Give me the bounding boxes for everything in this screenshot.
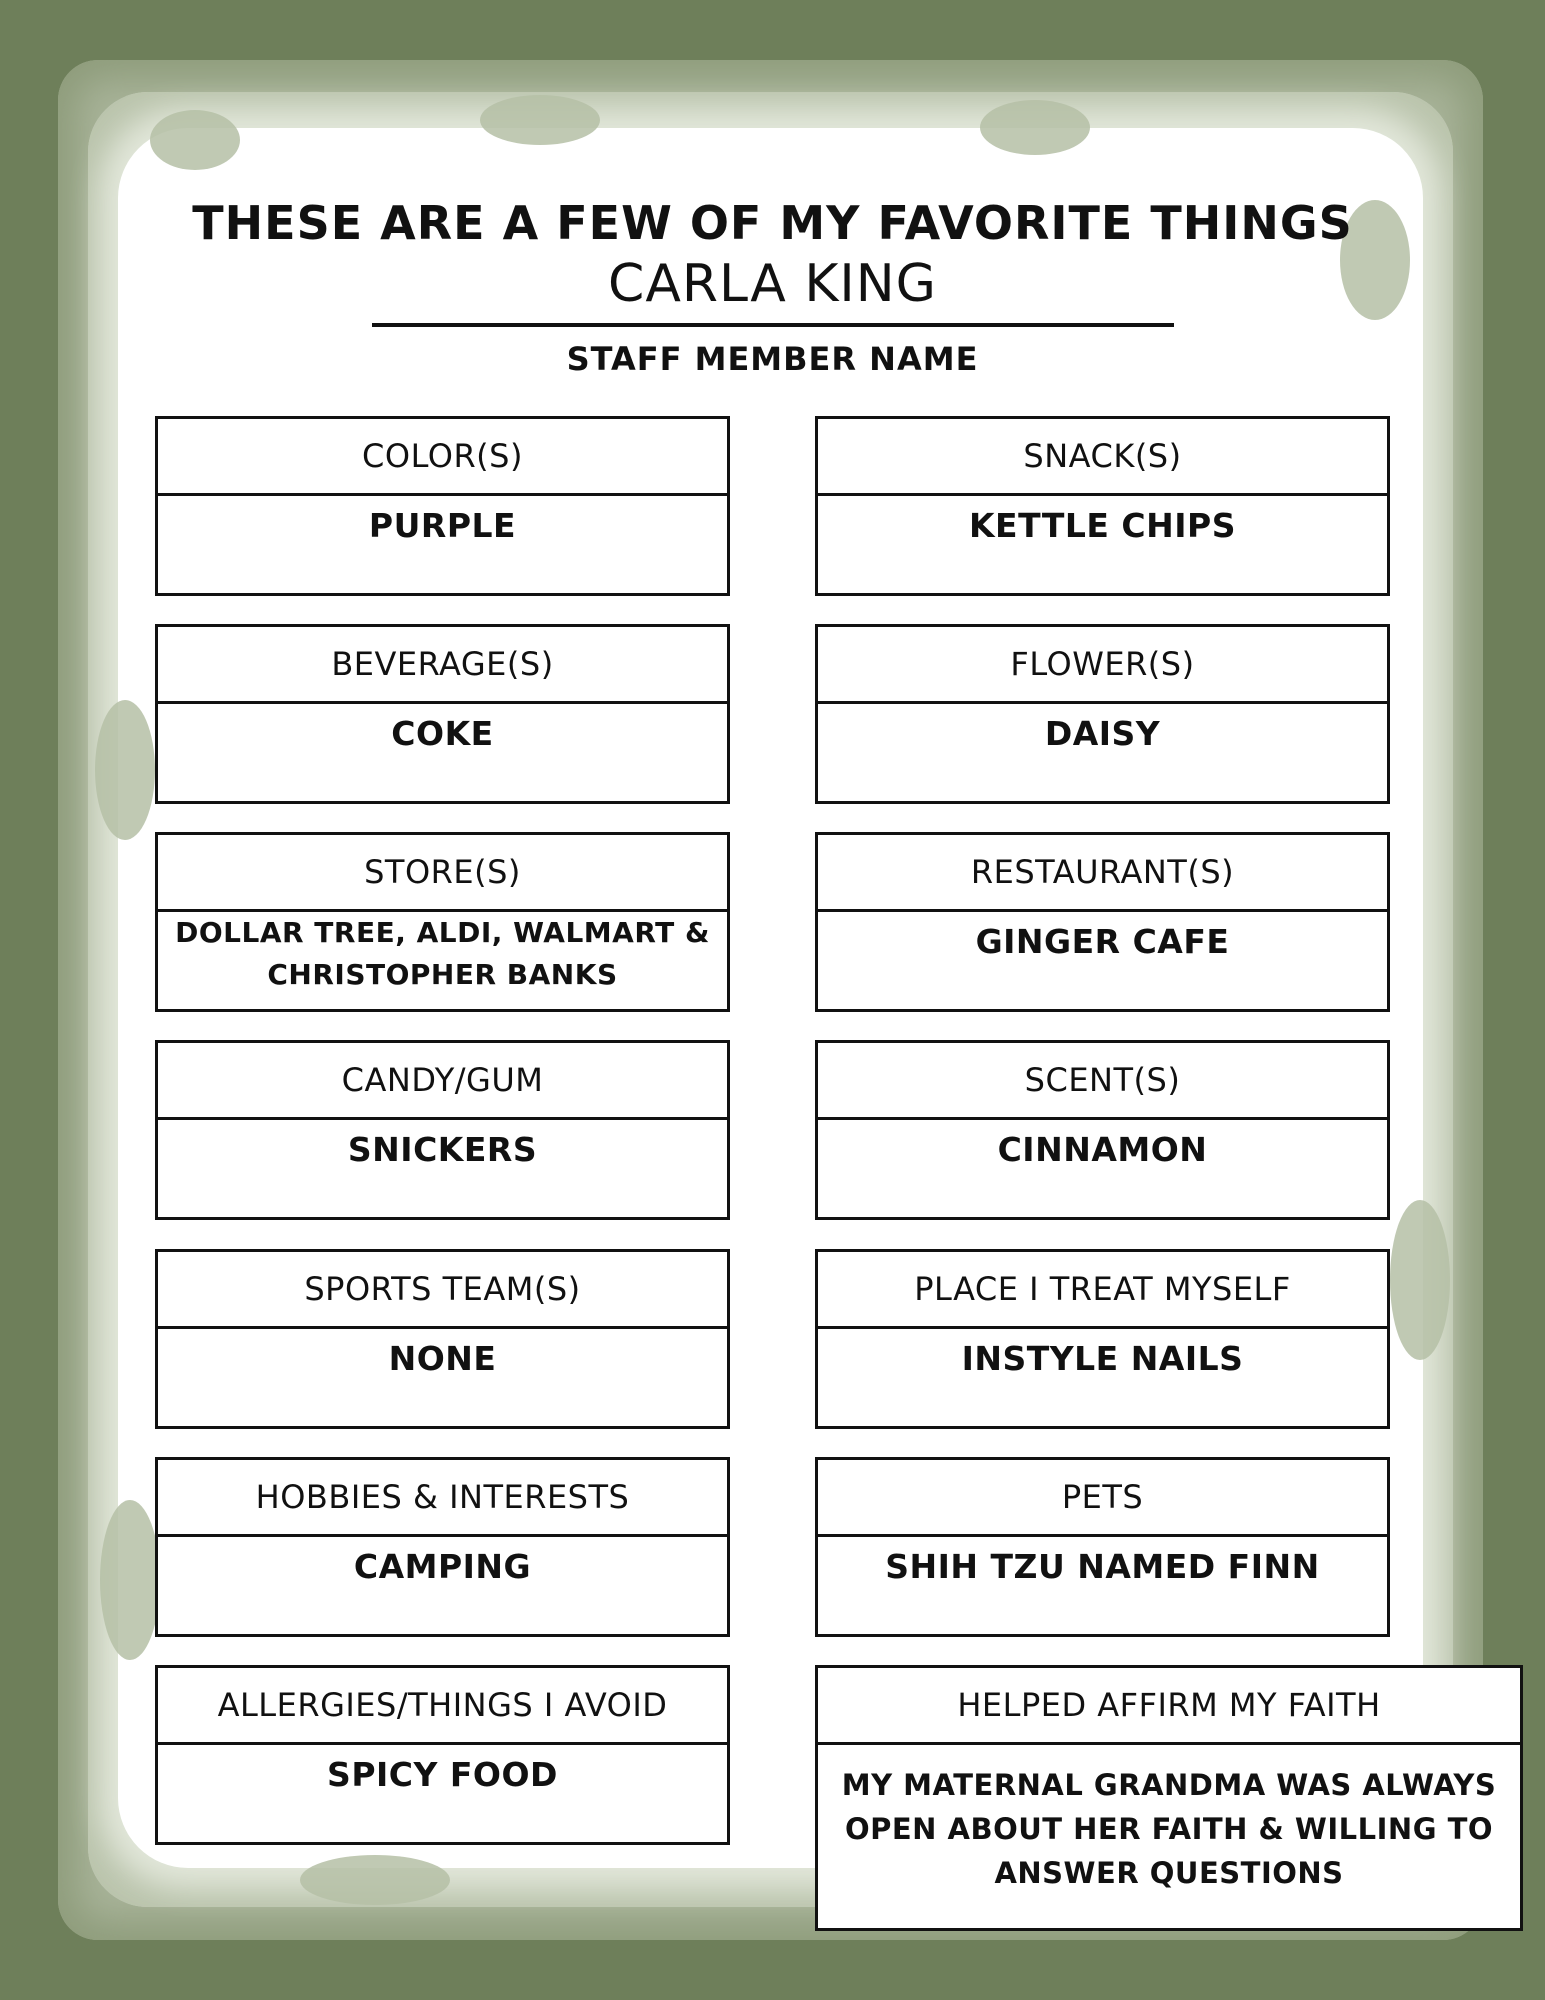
favorite-box-snack bbox=[815, 416, 1390, 596]
box-label: PETS bbox=[818, 1460, 1387, 1537]
favorite-box-pets bbox=[815, 1457, 1390, 1637]
box-value: PURPLE bbox=[368, 506, 517, 545]
favorite-box-scent bbox=[815, 1040, 1390, 1220]
favorite-box-sports-team bbox=[155, 1249, 730, 1429]
box-label: PLACE I TREAT MYSELF bbox=[818, 1252, 1387, 1329]
splatter-decoration bbox=[980, 100, 1090, 155]
staff-name-caption: STAFF MEMBER NAME bbox=[566, 340, 979, 378]
box-value: COKE bbox=[391, 714, 494, 753]
splatter-decoration bbox=[300, 1855, 450, 1905]
favorite-box-restaurant bbox=[815, 832, 1390, 1012]
box-value: SHIH TZU NAMED FINN bbox=[885, 1547, 1320, 1586]
splatter-decoration bbox=[480, 95, 600, 145]
splatter-decoration bbox=[150, 110, 240, 170]
box-label: SCENT(S) bbox=[818, 1043, 1387, 1120]
box-label: ALLERGIES/THINGS I AVOID bbox=[158, 1668, 727, 1745]
favorite-box-treat-place bbox=[815, 1249, 1390, 1429]
favorite-box-store bbox=[155, 832, 730, 1012]
favorite-box-hobbies bbox=[155, 1457, 730, 1637]
box-value: SPICY FOOD bbox=[327, 1755, 558, 1794]
splatter-decoration bbox=[100, 1500, 160, 1660]
box-label: FLOWER(S) bbox=[818, 627, 1387, 704]
box-label: HELPED AFFIRM MY FAITH bbox=[818, 1668, 1520, 1745]
box-label: SNACK(S) bbox=[818, 419, 1387, 496]
page-title: THESE ARE A FEW OF MY FAVORITE THINGS bbox=[192, 196, 1353, 250]
box-value: KETTLE CHIPS bbox=[968, 506, 1237, 545]
box-label: BEVERAGE(S) bbox=[158, 627, 727, 704]
box-label: SPORTS TEAM(S) bbox=[158, 1252, 727, 1329]
favorite-box-color bbox=[155, 416, 730, 596]
box-value: DOLLAR TREE, ALDI, WALMART & CHRISTOPHER BANKS bbox=[175, 916, 710, 991]
name-underline bbox=[372, 323, 1174, 327]
box-label: RESTAURANT(S) bbox=[818, 835, 1387, 912]
box-value: DAISY bbox=[1044, 714, 1161, 753]
box-value: MY MATERNAL GRANDMA WAS ALWAYS OPEN ABOUT HER FAITH & WILLING TO ANSWER QUESTIONS bbox=[841, 1768, 1497, 1890]
splatter-decoration bbox=[95, 700, 155, 840]
favorite-box-allergies bbox=[155, 1665, 730, 1845]
favorite-box-candy bbox=[155, 1040, 730, 1220]
box-label: COLOR(S) bbox=[158, 419, 727, 496]
box-value: CINNAMON bbox=[997, 1130, 1208, 1169]
box-value: GINGER CAFE bbox=[975, 922, 1230, 961]
staff-name: CARLA KING bbox=[608, 254, 937, 314]
box-value: NONE bbox=[388, 1339, 497, 1378]
box-label: HOBBIES & INTERESTS bbox=[158, 1460, 727, 1537]
box-value: SNICKERS bbox=[347, 1130, 538, 1169]
box-value: CAMPING bbox=[353, 1547, 532, 1586]
favorite-box-flower bbox=[815, 624, 1390, 804]
favorite-box-faith bbox=[815, 1665, 1523, 1931]
box-label: STORE(S) bbox=[158, 835, 727, 912]
favorite-box-beverage bbox=[155, 624, 730, 804]
box-label: CANDY/GUM bbox=[158, 1043, 727, 1120]
box-value: INSTYLE NAILS bbox=[961, 1339, 1244, 1378]
splatter-decoration bbox=[1390, 1200, 1450, 1360]
